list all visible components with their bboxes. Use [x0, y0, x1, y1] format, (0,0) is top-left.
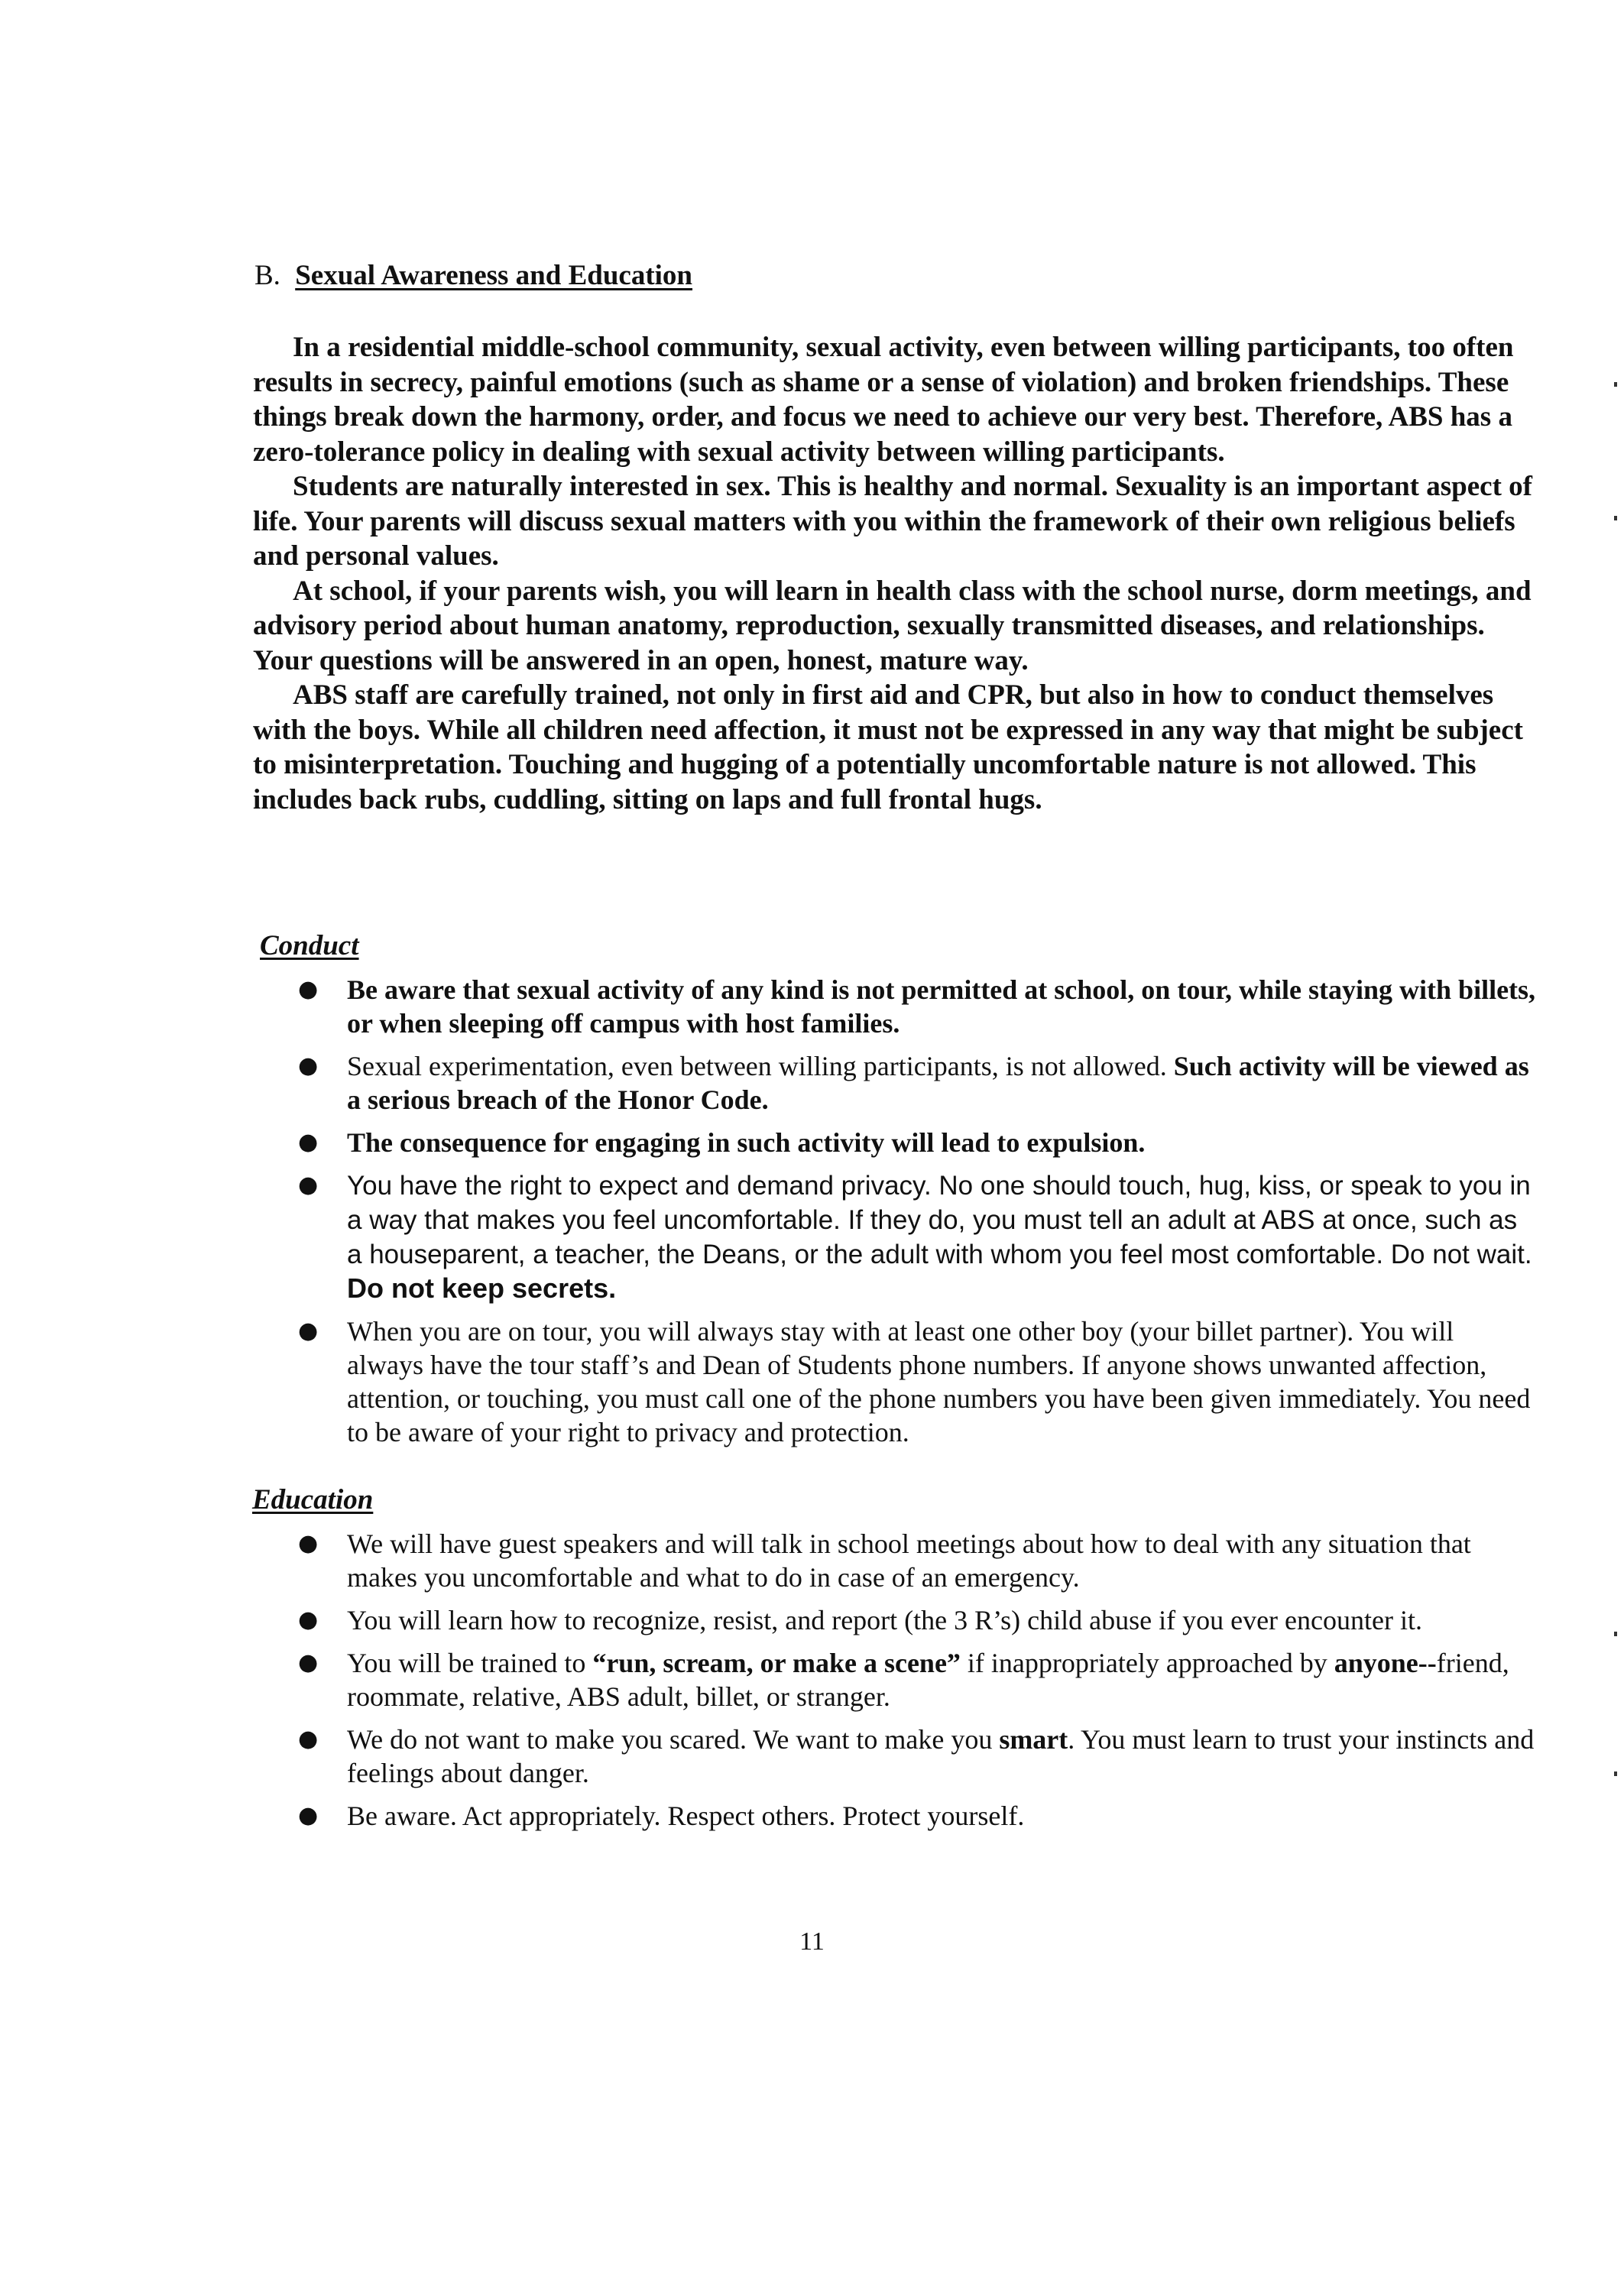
- bullet-icon: ●: [298, 1052, 319, 1079]
- education-item-2: You will learn how to recognize, resist, and report (the 3 R’s) child abuse if you ever encounter it.: [347, 1605, 1422, 1635]
- list-item: [298, 973, 1536, 1040]
- education-item-3-pre: You will be trained to: [347, 1648, 586, 1678]
- education-item-4-bold: smart: [999, 1724, 1068, 1755]
- section-label: B.: [254, 260, 280, 291]
- conduct-item-3: The consequence for engaging in such activity will lead to expulsion.: [347, 1127, 1146, 1158]
- bullet-icon: ●: [298, 1606, 319, 1633]
- intro-paragraph-3: At school, if your parents wish, you will learn in health class with the school nurse, dorm meetings, and advisory period about human anatomy, reproduction, sexually transmitted diseases, and relationships. Your questions will be answered in an open, honest, mature way.: [253, 575, 1532, 676]
- bullet-icon: ●: [298, 1530, 319, 1557]
- scan-edge-mark: [1614, 1771, 1617, 1776]
- list-item: [298, 1723, 1536, 1790]
- bullet-icon: ●: [298, 1802, 319, 1829]
- conduct-list: [298, 973, 1536, 1458]
- conduct-item-2-text: Sexual experimentation, even between willing participants, is not allowed.: [347, 1051, 1167, 1081]
- list-item: [298, 1169, 1536, 1305]
- list-item: [298, 1049, 1536, 1117]
- intro-text: [253, 330, 1545, 817]
- education-item-1: We will have guest speakers and will talk in school meetings about how to deal with any situation that makes you uncomfortable and what to do in case of an emergency.: [347, 1528, 1471, 1593]
- list-item: [298, 1799, 1536, 1833]
- conduct-item-1: Be aware that sexual activity of any kind is not permitted at school, on tour, while staying with billets, or when sleeping off campus with host families.: [347, 974, 1536, 1039]
- list-item: [298, 1314, 1536, 1449]
- page-number: 11: [799, 1927, 825, 1956]
- scan-edge-mark: [1614, 1632, 1617, 1636]
- scan-edge-mark: [1614, 382, 1617, 387]
- education-heading: Education: [252, 1484, 374, 1515]
- conduct-item-5: When you are on tour, you will always stay with at least one other boy (your billet partner). You will always have the tour staff’s and Dean of Students phone numbers. If anyone shows unwanted affection, attention, or touching, you must call one of the phone numbers you have been given immediately. You need to be aware of your right to privacy and protection.: [347, 1316, 1531, 1447]
- bullet-icon: ●: [298, 1172, 319, 1198]
- education-item-3-post: friend, roommate, relative, ABS adult, billet, or stranger.: [347, 1648, 1509, 1712]
- education-item-3-mid: if inappropriately approached by: [967, 1648, 1327, 1678]
- education-item-3-anyone: anyone--: [1334, 1648, 1437, 1678]
- list-item: [298, 1126, 1536, 1159]
- bullet-icon: ●: [298, 976, 319, 1003]
- bullet-icon: ●: [298, 1649, 319, 1676]
- education-item-5: Be aware. Act appropriately. Respect others. Protect yourself.: [347, 1801, 1025, 1831]
- conduct-item-4-bold: Do not keep secrets.: [347, 1272, 617, 1304]
- intro-paragraph-2: Students are naturally interested in sex. This is healthy and normal. Sexuality is an important aspect of life. Your parents will discuss sexual matters with you within the framework of their own religious beliefs and personal values.: [253, 471, 1532, 572]
- conduct-item-2-bold: Such activity will be viewed as a serious breach of the Honor Code.: [347, 1051, 1529, 1115]
- bullet-icon: ●: [298, 1129, 319, 1156]
- intro-paragraph-4: ABS staff are carefully trained, not only in first aid and CPR, but also in how to conduct themselves with the boys. While all children need affection, it must not be expressed in any way that might be subject to misinterpretation. Touching and hugging of a potentially uncomfortable nature is not allowed. This includes back rubs, cuddling, sitting on laps and full frontal hugs.: [253, 679, 1523, 815]
- list-item: [298, 1527, 1536, 1594]
- section-heading: [254, 258, 692, 293]
- bullet-icon: ●: [298, 1726, 319, 1752]
- list-item: [298, 1646, 1536, 1713]
- education-item-3-quote: “run, scream, or make a scene”: [592, 1648, 961, 1678]
- list-item: [298, 1603, 1536, 1637]
- education-item-4-pre: We do not want to make you scared. We want to make you: [347, 1724, 993, 1755]
- section-title: Sexual Awareness and Education: [295, 260, 693, 291]
- education-item-4-post: . You must learn to trust your instincts and feelings about danger.: [347, 1724, 1535, 1788]
- intro-paragraph-1: In a residential middle-school community, sexual activity, even between willing participants, too often results in secrecy, painful emotions (such as shame or a sense of violation) and broken friendships. These things break down the harmony, order, and focus we need to achieve our very best. Therefore, ABS has a zero-tolerance policy in dealing with sexual activity between willing participants.: [253, 332, 1514, 468]
- education-list: [298, 1527, 1536, 1842]
- scan-edge-mark: [1614, 516, 1617, 520]
- conduct-item-4-text: You have the right to expect and demand privacy. No one should touch, hug, kiss, or speak to you in a way that makes you feel uncomfortable. If they do, you must tell an adult at ABS at once, such as a houseparent, a teacher, the Deans, or the adult with whom you feel most comfortable. Do not wait.: [347, 1171, 1532, 1269]
- conduct-heading: Conduct: [260, 930, 359, 961]
- bullet-icon: ●: [298, 1318, 319, 1344]
